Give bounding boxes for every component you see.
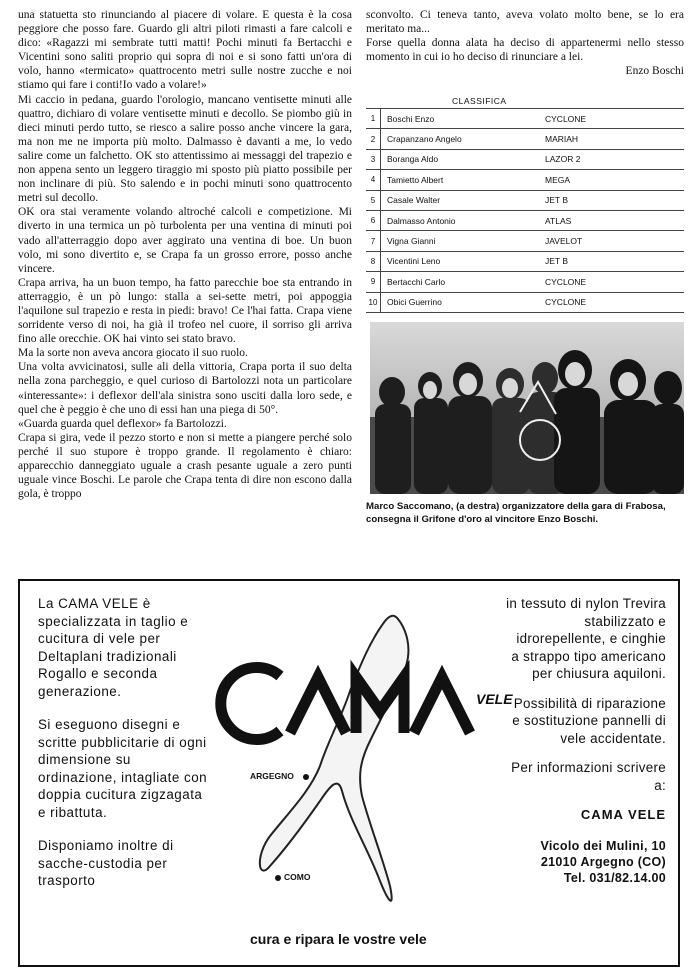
rank-position: 10 bbox=[366, 292, 381, 312]
photo-caption: Marco Saccomano, (a destra) organizzatore della gara di Frabosa, consegna il Grifone d'oro al vincitore Enzo Boschi. bbox=[366, 501, 666, 525]
rank-position: 9 bbox=[366, 272, 381, 292]
rank-position: 1 bbox=[366, 109, 381, 129]
article-paragraph: Ma la sorte non aveva ancora giocato il suo ruolo. bbox=[18, 347, 248, 360]
pilot-name: Boschi Enzo bbox=[381, 109, 546, 129]
pilot-name: Obici Guerrino bbox=[381, 292, 546, 312]
article-right-column bbox=[366, 8, 684, 78]
rank-position: 8 bbox=[366, 251, 381, 271]
crowd-photo-image bbox=[370, 322, 684, 494]
pilot-name: Casale Walter bbox=[381, 190, 546, 210]
pilot-name: Crapanzano Angelo bbox=[381, 129, 546, 149]
pilot-name: Vicentini Leno bbox=[381, 251, 546, 271]
glider-model: LAZOR 2 bbox=[545, 149, 684, 169]
cama-vele-advertisement bbox=[18, 579, 680, 967]
table-row bbox=[366, 109, 684, 129]
table-row bbox=[366, 149, 684, 169]
ranking-table bbox=[366, 108, 684, 313]
article-paragraph: Crapa arriva, ha un buon tempo, ha fatto parecchie boe sta entrando in atterraggio, è un pò lungo: stalla a sei-sette metri, poi appoggia l'aquilone sul trapezio e resta in piedi: bravo! Ce l'hai fatta. Crapa viene sorridente verso di noi, ha già il trofeo nel cuore, il sorriso gli arriva fino alle orecchie. OK hai vinto sei stato bravo. bbox=[18, 276, 352, 346]
article-paragraph: Una volta avvicinatosi, sulle ali della vittoria, Crapa porta il suo delta nella zona parcheggio, e quel curioso di Bartolozzi nota un particolare «interessante»: i deflexor dell'ala sinistra sono usciti dalla loro sede, e quel che è peggio è che uno di essi han una piega di 50°. bbox=[18, 361, 352, 416]
table-row bbox=[366, 170, 684, 190]
ad-paragraph: Disponiamo inoltre di sacche-custodia per trasporto bbox=[38, 838, 174, 888]
ad-tagline: cura e ripara le vostre vele bbox=[250, 931, 427, 947]
rank-position: 5 bbox=[366, 190, 381, 210]
rank-position: 2 bbox=[366, 129, 381, 149]
article-paragraph: una statuetta sto rinunciando al piacere di volare. E questa è la cosa peggiore che posso fare. Guardo gli altri piloti rimasti a fare calcoli e dico: «Ragazzi mi sembrate tutti matti! Pochi minuti fa Bertacchi e Vicentini sono saliti proprio qui sopra di noi e si sono fatti un'ora di volo, hanno «termicato» quattrocento metri sulle nostre zucche e noi stiamo qui fare i conti!Io vado a volare!» bbox=[18, 9, 352, 92]
glider-model: JET B bbox=[545, 251, 684, 271]
ad-company-name: CAMA VELE bbox=[580, 807, 666, 822]
article-paragraph: Forse quella donna alata ha deciso di appartenermi nello stesso momento in cui io ho deciso di rinunciare a lei. bbox=[366, 37, 684, 64]
article-paragraph: «Guarda guarda quel deflexor» fa Bartolozzi. bbox=[18, 417, 227, 430]
table-row bbox=[366, 129, 684, 149]
pilot-name: Bertacchi Carlo bbox=[381, 272, 546, 292]
ranking-block bbox=[366, 94, 684, 313]
address-city: 21010 Argegno (CO) bbox=[540, 854, 666, 869]
table-row bbox=[366, 251, 684, 271]
glider-model: CYCLONE bbox=[545, 272, 684, 292]
table-row bbox=[366, 210, 684, 230]
glider-model: CYCLONE bbox=[545, 109, 684, 129]
ad-address bbox=[506, 838, 666, 886]
award-photo bbox=[370, 322, 684, 494]
map-label-argegno: ARGEGNO bbox=[250, 771, 294, 781]
glider-model: JAVELOT bbox=[545, 231, 684, 251]
article-paragraph: OK ora stai veramente volando altroché calcoli e competizione. Mi diverto in una termica un pò turbolenta per una ventina di minuti poi vado all'atterraggio dopo aver aggirato una ventina di boe. Un buon volo, mi sono divertito e, se Crapa fa un grosso errore, posso anche vincere. bbox=[18, 206, 352, 275]
ad-right-text bbox=[506, 595, 666, 886]
rank-position: 6 bbox=[366, 210, 381, 230]
article-paragraph: Mi caccio in pedana, guardo l'orologio, mancano ventisette minuti alle quattro, dichiaro di volare ventisette minuti e decollo. Se piombo giù in dieci minuti perdo tutto, se riesco a salire posso anche vincere la gara, ma non me ne importa più molto. Dalmasso è davanti a me, lo vedo salire come un falchetto. OK sto attentissimo ai messaggi del trapezio e non appena sento un leggero tiraggio mi sposto più piatto possibile per non inclinare di più. Sto salendo e in pochi minuti sono quattrocento metri sul decollo. bbox=[18, 93, 352, 205]
pilot-name: Vigna Gianni bbox=[381, 231, 546, 251]
pilot-name: Tamietto Albert bbox=[381, 170, 546, 190]
rank-position: 4 bbox=[366, 170, 381, 190]
table-row bbox=[366, 292, 684, 312]
address-street: Vicolo dei Mulini, 10 bbox=[540, 838, 666, 853]
logo-suffix: VELE bbox=[476, 691, 513, 707]
glider-model: MARIAH bbox=[545, 129, 684, 149]
ad-left-text bbox=[38, 595, 208, 906]
map-label-como: COMO bbox=[284, 872, 311, 882]
ranking-title: CLASSIFICA bbox=[452, 96, 507, 106]
ad-paragraph: Possibilità di riparazione e sostituzione pannelli di vele accidentate. bbox=[512, 695, 666, 746]
article-paragraph: sconvolto. Ci teneva tanto, aveva volato molto bene, se lo era meritato ma... bbox=[366, 9, 684, 36]
glider-model: MEGA bbox=[545, 170, 684, 190]
rank-position: 7 bbox=[366, 231, 381, 251]
article-paragraph: Crapa si gira, vede il pezzo storto e non si mette a piangere perché solo perché il suo stupore è troppo grande. Il regolamento è chiaro: apparecchio danneggiato uguale a crash pesante uguale a zero punti uguale vince Boschi. Le parole che Crapa tenta di dire non escono dalla gola, è troppo bbox=[18, 431, 352, 501]
address-phone: Tel. 031/82.14.00 bbox=[563, 870, 666, 885]
ad-paragraph: Si eseguono disegni e scritte pubblicitarie di ogni dimensione su ordinazione, intagliate con doppia cucitura zigzagata e ribattuta. bbox=[38, 717, 208, 820]
glider-model: CYCLONE bbox=[545, 292, 684, 312]
glider-model: JET B bbox=[545, 190, 684, 210]
ad-logo-map bbox=[210, 581, 513, 965]
table-row bbox=[366, 190, 684, 210]
article-left-column bbox=[18, 8, 352, 528]
table-row bbox=[366, 272, 684, 292]
glider-model: ATLAS bbox=[545, 210, 684, 230]
article-signature: Enzo Boschi bbox=[625, 65, 684, 78]
ad-paragraph: Per informazioni scrivere a: bbox=[511, 760, 666, 793]
ad-paragraph: La CAMA VELE è specializzata in taglio e cucitura di vele per Deltaplani tradizionali Rogallo e seconda generazione. bbox=[38, 596, 189, 699]
pilot-name: Dalmasso Antonio bbox=[381, 210, 546, 230]
pilot-name: Boranga Aldo bbox=[381, 149, 546, 169]
ad-paragraph: in tessuto di nylon Trevira stabilizzato e idrorepellente, e cinghie a strappo tipo americano per chiusura aquiloni. bbox=[506, 596, 666, 681]
table-row bbox=[366, 231, 684, 251]
rank-position: 3 bbox=[366, 149, 381, 169]
